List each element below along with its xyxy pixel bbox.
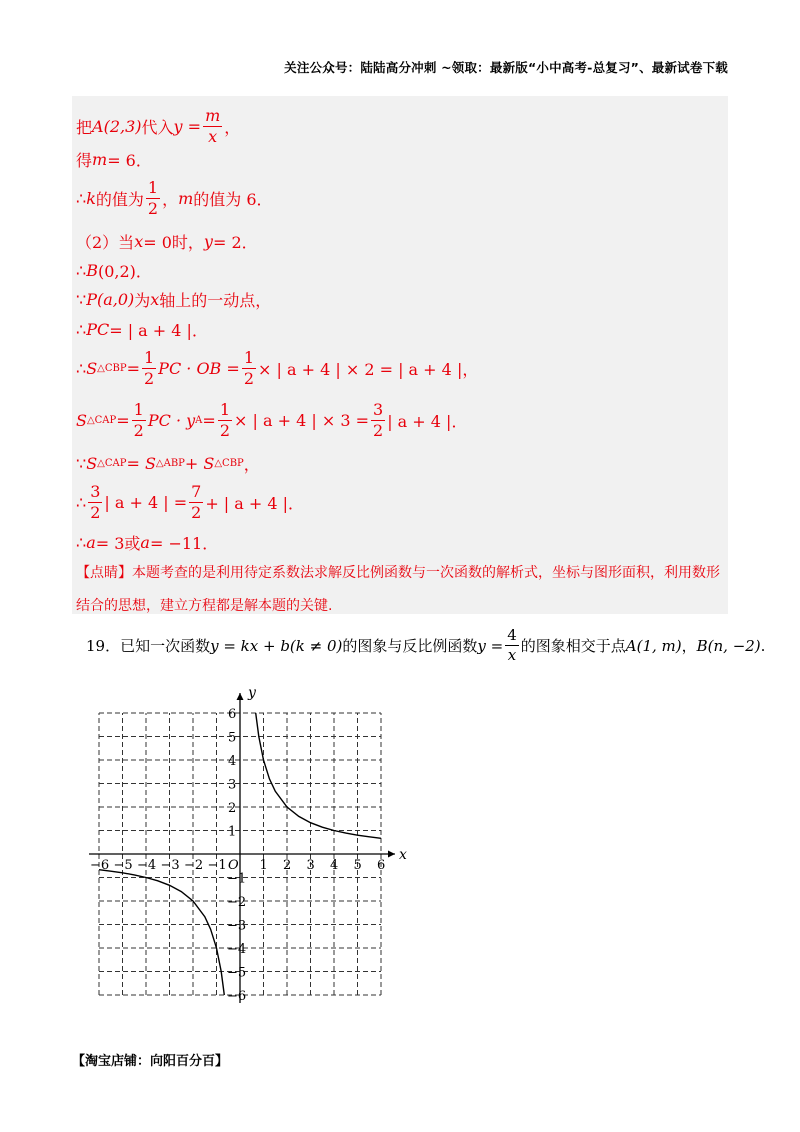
x-axis-arrow — [388, 851, 395, 858]
y-axis-label: y — [248, 685, 256, 701]
x-tick-label: 2 — [283, 858, 292, 873]
x-tick-label: 4 — [330, 858, 339, 873]
page-header: 关注公众号：陆陆高分冲刺 ~领取：最新版“小中高考-总复习”、最新试卷下载 — [284, 60, 728, 75]
origin-label: O — [228, 858, 239, 873]
solution-line-7: ∴ PC = | a + 4 |． — [76, 320, 208, 340]
solution-line-6: ∵ P (a,0) 为 x 轴上的一动点， — [76, 290, 272, 310]
solution-line-12: ∴ a = 3或 a = −11． — [76, 533, 219, 553]
fraction: $\frac{m}{x}$ — [205, 106, 221, 146]
fraction: $\frac{7}{2}$ — [191, 482, 202, 522]
solution-line-10: ∵ S △CAP = S △ABP + S △CBP ， — [76, 454, 260, 474]
fraction: $\frac{1}{2}$ — [143, 348, 155, 388]
y-tick-label: 5 — [228, 730, 237, 746]
page-footer: 【淘宝店铺：向阳百分百】 — [72, 1054, 229, 1069]
y-tick-label: 4 — [228, 754, 237, 769]
y-tick-label: 3 — [228, 777, 237, 793]
y-tick-label: 2 — [228, 801, 237, 816]
y-tick-label: −5 — [227, 965, 247, 981]
solution-line-8: ∴ S △CBP = $\frac{1}{2}$ PC · OB = $\frac{1}{2}$ × | a + 4 | × 2 = | a + 4 |， — [76, 348, 479, 388]
y-tick-label: 1 — [228, 824, 237, 840]
curve-branch-1 — [256, 713, 381, 838]
y-axis-arrow — [237, 693, 244, 700]
x-tick-label: −4 — [137, 858, 157, 873]
x-tick-label: −3 — [160, 858, 180, 873]
y-tick-label: −6 — [227, 989, 247, 1004]
x-tick-label: 5 — [353, 858, 362, 873]
x-tick-label: 6 — [377, 858, 386, 873]
y-tick-label: −3 — [227, 918, 247, 934]
fraction: $\frac{1}{2}$ — [133, 400, 144, 440]
x-axis-label: x — [399, 847, 407, 863]
y-tick-label: −2 — [227, 895, 247, 910]
fraction: $\frac{3}{2}$ — [373, 400, 384, 440]
x-tick-label: −1 — [207, 858, 227, 873]
solution-comment: 【点睛】本题考查的是利用待定系数法求解反比例函数与一次函数的解析式，坐标与图形面积，利用数形结合的思想，建立方程都是解本题的关键. — [76, 565, 720, 614]
y-tick-label: −4 — [227, 942, 247, 957]
y-tick-label: −1 — [227, 871, 247, 887]
y-tick-label: 6 — [228, 707, 237, 722]
fraction: $\frac{3}{2}$ — [90, 482, 101, 522]
question-19: 19．已知一次函数 y = kx + b(k ≠ 0) 的图象与反比例函数 y = $\frac{4}{x}$ 的图象相交于点 A(1, m) ， B(n, −2) . — [86, 626, 766, 664]
function-graph — [70, 672, 430, 1017]
x-tick-label: −6 — [90, 858, 110, 873]
solution-line-5: ∴ B (0,2)． — [76, 261, 152, 281]
x-tick-label: 1 — [259, 858, 268, 873]
fraction: $\frac{1}{2}$ — [219, 400, 230, 440]
x-tick-label: −5 — [113, 858, 133, 873]
fraction: $\frac{1}{2}$ — [243, 348, 254, 388]
solution-line-11: ∴ $\frac{3}{2}$ | a + 4 | = $\frac{7}{2}$ + | a + 4 |． — [76, 482, 305, 522]
solution-line-9: S △CAP = $\frac{1}{2}$ PC · y A = $\frac{1}{2}$ × | a + 4 | × 3 = $\frac{3}{2}$ | a + 4 |． — [76, 400, 468, 440]
solution-line-2: 得 m = 6． — [76, 150, 152, 170]
x-tick-label: 3 — [306, 858, 315, 873]
fraction: $\frac{1}{2}$ — [147, 178, 159, 218]
solution-box — [72, 96, 728, 614]
curve-branch-2 — [99, 870, 224, 995]
x-tick-label: −2 — [184, 858, 204, 873]
solution-line-4: （2）当 x = 0时， y = 2． — [76, 232, 258, 252]
fraction: $\frac{4}{x}$ — [507, 626, 517, 664]
solution-line-1: 把 A (2,3) 代入 y = $\frac{m}{x}$ ， — [76, 106, 241, 146]
solution-line-3: ∴ k 的值为 $\frac{1}{2}$ ， m 的值为 6． — [76, 178, 273, 218]
